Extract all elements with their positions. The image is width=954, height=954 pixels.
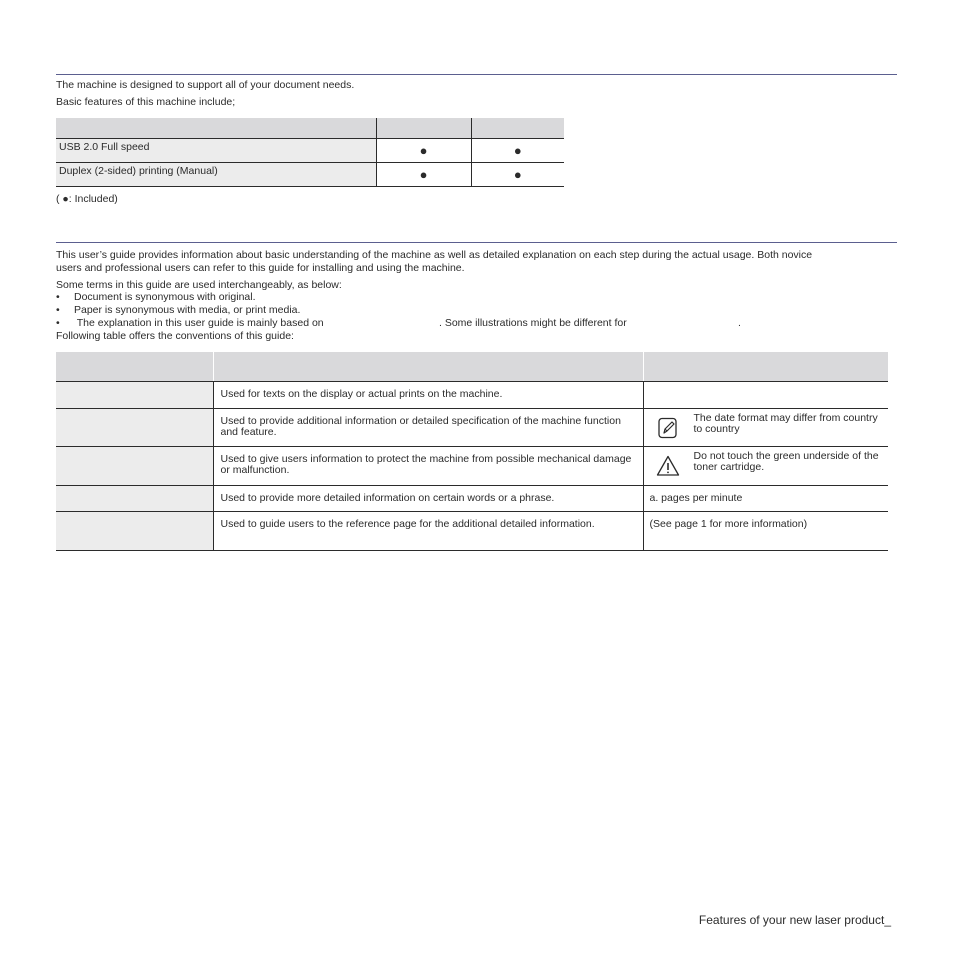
convention-description: Used to provide more detailed information on certain words or a phrase. <box>213 485 643 511</box>
guide-paragraph-line-1: This user’s guide provides information about basic understanding of the machine as well as detailed explanation on each step during the actual usage. Both novice <box>56 249 813 261</box>
convention-example: a. pages per minute <box>643 485 888 511</box>
conventions-header-example <box>643 352 888 381</box>
included-mark: ● <box>471 162 564 186</box>
features-header-model-2 <box>471 118 564 138</box>
convention-example: (See page 1 for more information) <box>643 511 888 550</box>
list-item-text: . <box>738 317 741 329</box>
list-item-text: Document is synonymous with original. <box>74 291 256 303</box>
features-table <box>56 118 564 187</box>
table-row <box>56 381 888 408</box>
note-icon <box>656 416 680 440</box>
features-header-model-1 <box>376 118 471 138</box>
included-mark: ● <box>471 138 564 162</box>
table-row <box>56 138 564 162</box>
feature-label: Duplex (2-sided) printing (Manual) <box>56 162 376 186</box>
list-item-text: The explanation in this user guide is mainly based on <box>76 317 324 329</box>
convention-cell <box>56 408 213 446</box>
conventions-header-convention <box>56 352 213 381</box>
convention-cell <box>56 485 213 511</box>
feature-label: USB 2.0 Full speed <box>56 138 376 162</box>
conventions-table-header <box>56 352 888 381</box>
conventions-header-description <box>213 352 643 381</box>
list-item-text: . Some illustrations might be different for <box>439 317 627 329</box>
table-row <box>56 408 888 446</box>
guide-paragraph-line-2: users and professional users can refer to this guide for installing and using the machine. <box>56 262 465 274</box>
terms-intro: Some terms in this guide are used interchangeably, as below: <box>56 279 342 291</box>
features-legend: ( ●: Included) <box>56 193 118 205</box>
intro-line-1: The machine is designed to support all of your document needs. <box>56 79 355 91</box>
convention-description: Used to give users information to protect the machine from possible mechanical damage or malfunction. <box>213 446 643 485</box>
bullet-glyph: • <box>56 291 60 303</box>
convention-description: Used to guide users to the reference page for the additional detailed information. <box>213 511 643 550</box>
features-table-header <box>56 118 564 138</box>
bullet-glyph: • <box>56 317 60 329</box>
list-item <box>56 317 897 330</box>
included-mark: ● <box>376 162 471 186</box>
table-row <box>56 485 888 511</box>
list-item <box>56 304 300 317</box>
convention-example: Do not touch the green underside of the toner cartridge. <box>693 449 879 473</box>
bullet-glyph: • <box>56 304 60 316</box>
page-footer: Features of your new laser product_ <box>698 913 891 927</box>
list-item <box>56 291 256 304</box>
convention-example-cell <box>643 408 888 446</box>
features-header-feature <box>56 118 376 138</box>
convention-cell <box>56 381 213 408</box>
table-row <box>56 162 564 186</box>
section-rule-top <box>56 74 897 75</box>
convention-cell <box>56 446 213 485</box>
table-intro: Following table offers the conventions of this guide: <box>56 330 294 342</box>
list-item-text: Paper is synonymous with media, or print media. <box>74 304 301 316</box>
included-mark: ● <box>376 138 471 162</box>
convention-example-cell <box>643 446 888 485</box>
table-row <box>56 446 888 485</box>
conventions-table <box>56 352 888 551</box>
convention-description: Used to provide additional information or detailed specification of the machine function and feature. <box>213 408 643 446</box>
intro-line-2: Basic features of this machine include; <box>56 96 236 108</box>
convention-example: The date format may differ from country to country <box>693 411 878 435</box>
convention-description: Used for texts on the display or actual prints on the machine. <box>213 381 643 408</box>
convention-cell <box>56 511 213 550</box>
table-row <box>56 511 888 550</box>
convention-example <box>643 381 888 408</box>
caution-icon <box>656 454 680 478</box>
section-rule-guide <box>56 242 897 243</box>
